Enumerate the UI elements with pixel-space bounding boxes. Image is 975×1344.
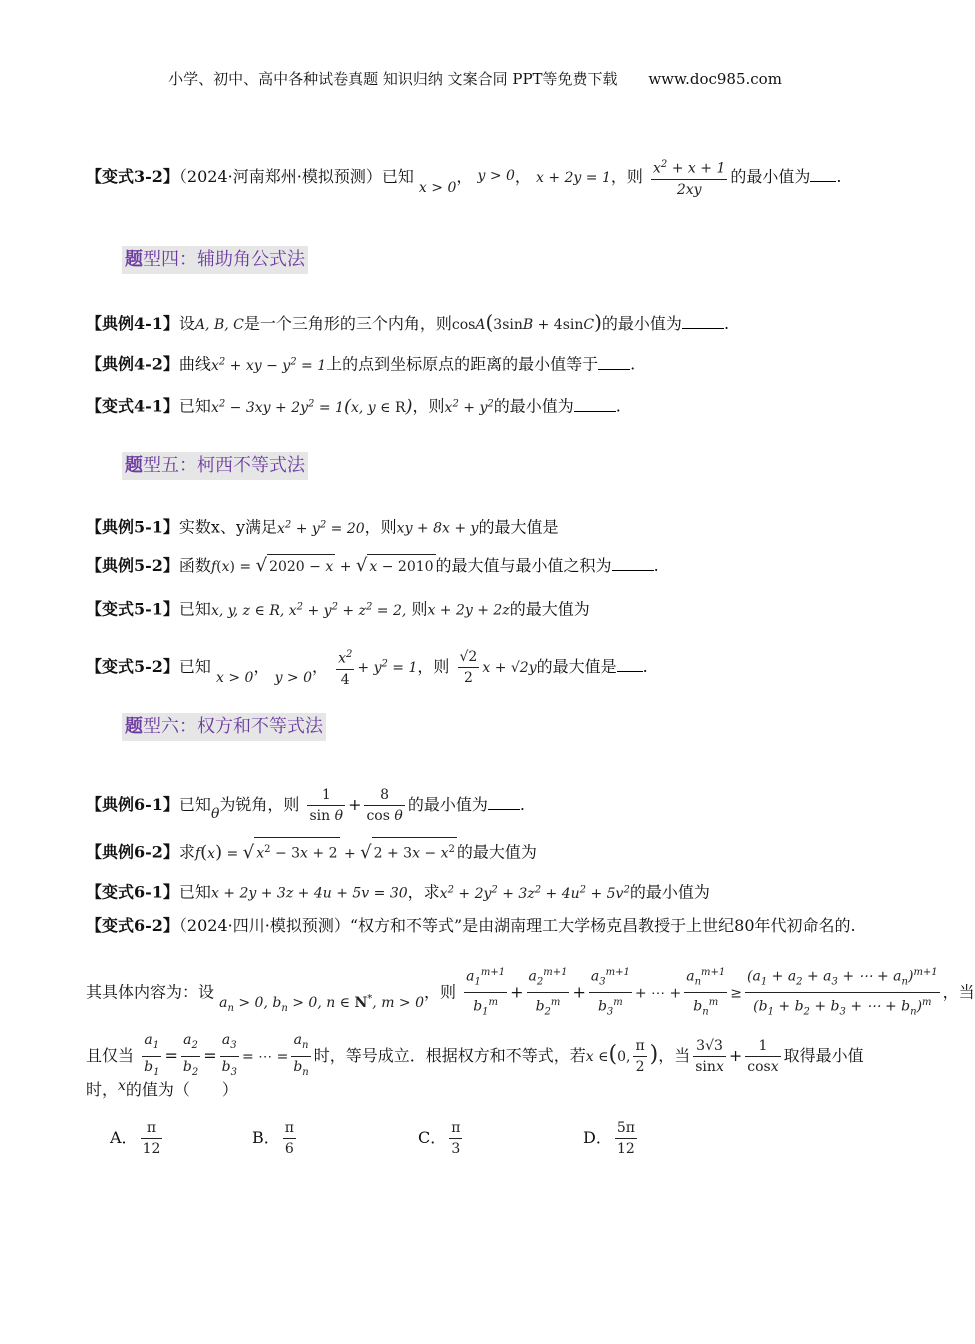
header-site: www.doc985.com <box>648 70 782 88</box>
problem-b62-line3: 且仅当 $\frac{a_1}{b_1}$ = $\frac{a_2}{b_2}$ = $\frac{a_3}{b_3}$ = ⋯ = $\frac{a_n}{b_n}$ 时，等号成立．根据权方和不等式，若x ∈(0, $\frac{\pi}{2}$ )，当 $\frac{3√3}{\sin x}$ + $\frac{1}{\cos x}$ 取得最小值 <box>86 1030 864 1083</box>
option-b[interactable]: B． $\frac{\pi}{6}$ <box>252 1120 294 1157</box>
problem-d52: 【典例5-2】函数f(x) = √ 2020 − x + √ x − 2010 的最大值与最小值之积为 . <box>86 554 659 579</box>
problem-d41: 【典例4-1】设A, B, C是一个三角形的三个内角，则cosA(3sinB + 4sinC)的最小值为 . <box>86 310 730 334</box>
answer-blank <box>810 167 836 182</box>
answer-blank <box>574 397 616 412</box>
problem-d62: 【典例6-2】求f(x) = √ $x^2 - 3x + 2$ + √ $2 + 3x - x^2$ 的最大值为 <box>86 837 537 866</box>
problem-tag: 【变式3-2】 <box>86 166 179 186</box>
section-title-6: 题型六：权方和不等式法 <box>122 713 326 741</box>
page-header <box>0 68 950 89</box>
problem-d42: 【典例4-2】曲线$x^2$ + xy − $y^2 = 1$上的点到坐标原点的距离的最小值等于 . <box>86 354 636 374</box>
option-d[interactable]: D． $\frac{5\pi}{12}$ <box>583 1120 635 1157</box>
problem-b61: 【变式6-1】已知x + 2y + 3z + 4u + 5v = 30，求$x^2 + 2y^2 + 3z^2 + 4u^2 + 5v^2$的最小值为 <box>86 882 710 902</box>
answer-blank <box>598 355 630 370</box>
problem-b32: 【变式3-2】（2024·河南郑州·模拟预测）已知 x > 0， y > 0， x + 2y = 1，则 $\frac{x^2 + x + 1}{2xy}$ 的最小值为 . <box>86 155 841 200</box>
answer-blank <box>617 657 643 672</box>
header-text: 小学、初中、高中各种试卷真题 知识归纳 文案合同 PPT等免费下载 <box>168 70 618 88</box>
problem-d61: 【典例6-1】已知θ为锐角，则 $\frac{1}{\text{sin θ}}$ + $\frac{8}{\text{cos θ}}$ 的最小值为 . <box>86 787 525 824</box>
answer-blank <box>682 314 724 329</box>
section-title-5: 题型五：柯西不等式法 <box>122 452 308 480</box>
section-title-4: 题型四：辅助角公式法 <box>122 246 308 274</box>
answer-blank <box>488 795 520 810</box>
problem-b62-line2: 其具体内容为：设 $a_n > 0$, $b_n > 0$, n ∈ N*, m > 0，则 $\frac{a_1^{m+1}}{b_1^m}$ + $\frac{a_2^{m+1}}{b_2^m}$ + $\frac{a_3^{m+1}}{b_3^m}$ + ⋯ + $\frac{a_n^{m+1}}{b_n^m}$ ≥ $\frac{(a_1 + a_2 + a_3 + \cdots + a_n)^{m+1}}{(b_1 + b_2 + b_3 + \cdots + b_n)^m}$ ，当 <box>86 963 975 1023</box>
problem-b41: 【变式4-1】已知$x^2 - 3xy + 2y^2 = 1(x$, y ∈ R)，则$x^2 + y^2$的最小值为 . <box>86 395 621 417</box>
problem-b62-line4: 时，x的值为（ ） <box>86 1078 238 1099</box>
problem-b62-line1: 【变式6-2】（2024·四川·模拟预测）“权方和不等式”是由湖南理工大学杨克昌教授于上世纪80年代初命名的. <box>86 916 856 935</box>
problem-d51: 【典例5-1】实数x、y满足$x^2 + y^2 = 20$，则xy + 8x + y的最大值是 <box>86 517 559 537</box>
formula-fraction: $\frac{x^2 + x + 1}{2xy}$ <box>653 159 726 198</box>
problem-b52: 【变式5-2】已知 x > 0， y > 0， $\frac{x^2}{4}$ + $y^2 = 1$，则 $\frac{√2}{2}$ x + √2y的最大值是 . <box>86 648 648 688</box>
answer-blank <box>612 556 654 571</box>
problem-b51: 【变式5-1】已知x, y, z ∈ R, $x^2 + y^2 + z^2 = 2$, 则x + 2y + 2z的最大值为 <box>86 599 590 619</box>
option-c[interactable]: C． $\frac{\pi}{3}$ <box>418 1120 461 1157</box>
option-a[interactable]: A． $\frac{\pi}{12}$ <box>110 1120 161 1157</box>
